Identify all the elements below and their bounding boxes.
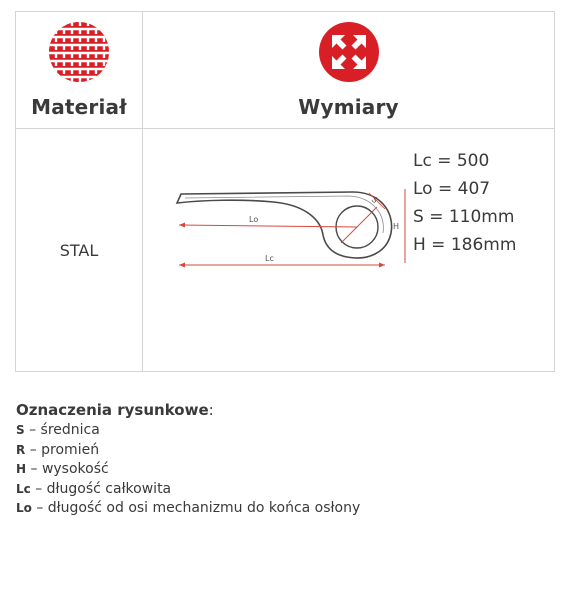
legend-text: – długość od osi mechanizmu do końca osłony (31, 500, 361, 516)
material-value: STAL (59, 240, 99, 260)
legend-item (16, 480, 556, 500)
dimensions-value-cell (143, 129, 555, 372)
legend-code: H (16, 462, 27, 476)
legend-text: – średnica (24, 422, 100, 438)
legend-code: Lc (16, 481, 31, 496)
lc-drawing-label: Lc (265, 254, 274, 263)
legend-item (16, 441, 556, 461)
dimensions-header-label: Wymiary (298, 95, 399, 119)
weave-pattern-icon (48, 21, 110, 83)
h-drawing-label: H (393, 222, 400, 231)
lo-drawing-label: Lo (249, 215, 259, 224)
legend-text: – wysokość (26, 461, 109, 477)
material-header-cell (16, 12, 143, 129)
drawing-legend (16, 400, 556, 516)
spec-table (15, 11, 555, 372)
legend-title (16, 400, 556, 420)
dimension-lc: Lc = 500 (413, 151, 490, 171)
table-header-row (16, 12, 555, 129)
legend-title-colon: : (208, 401, 214, 419)
legend-item (16, 499, 556, 519)
material-header-label: Materiał (31, 95, 127, 119)
s-drawing-label: S (369, 195, 380, 206)
legend-text: – promień (25, 441, 100, 458)
legend-code: Lo (16, 501, 32, 515)
dimensions-list (413, 147, 516, 259)
dimension-s: S = 110mm (413, 207, 515, 227)
dimension-h: H = 186mm (413, 235, 517, 255)
material-value-cell (16, 129, 143, 372)
chain-guard-drawing (173, 189, 400, 279)
legend-title-text: Oznaczenia rysunkowe (16, 401, 209, 419)
legend-text: – długość całkowita (30, 480, 172, 497)
legend-item (16, 460, 556, 480)
table-data-row (16, 129, 555, 372)
dimension-lo: Lo = 407 (413, 179, 491, 199)
expand-arrows-icon (318, 21, 380, 83)
legend-code: S (16, 423, 25, 437)
dimensions-header-cell (143, 12, 555, 129)
legend-code: R (16, 442, 26, 457)
legend-item (16, 421, 556, 441)
